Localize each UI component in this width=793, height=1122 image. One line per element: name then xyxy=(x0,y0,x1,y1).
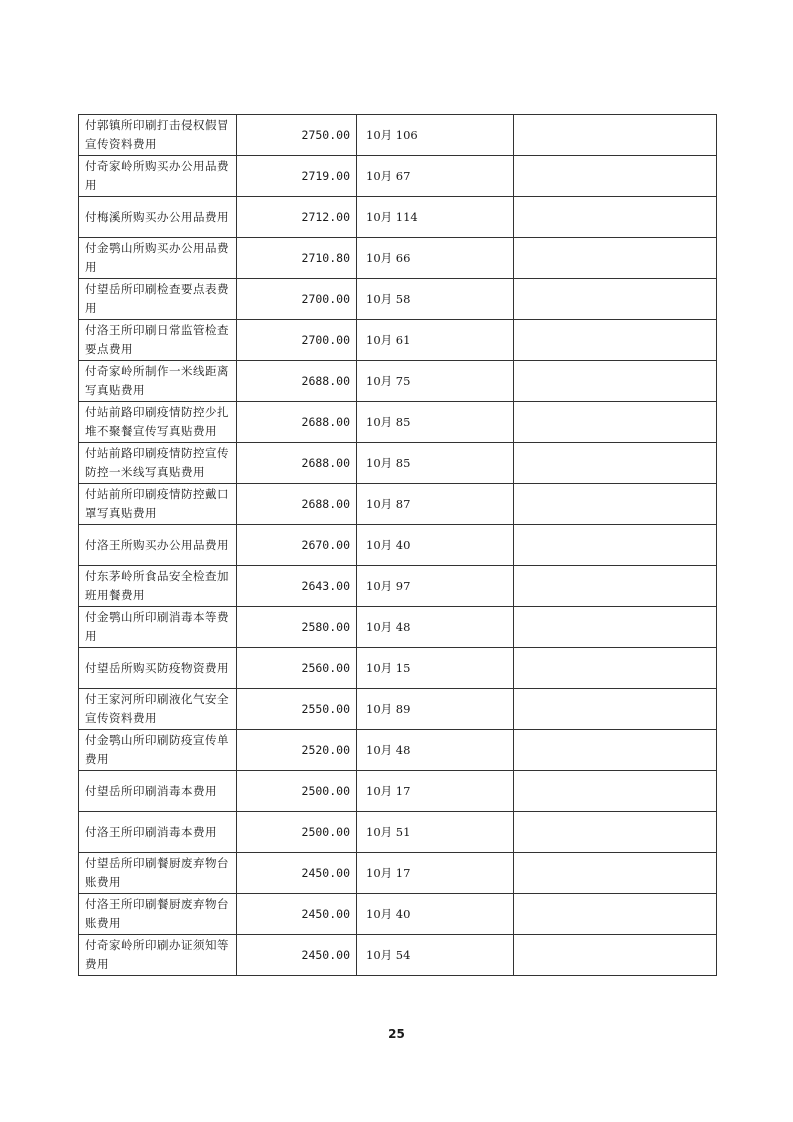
expense-table-body xyxy=(79,115,717,976)
remarks-cell xyxy=(514,484,717,525)
expense-description-cell: 付金鹗山所购买办公用品费用 xyxy=(79,238,237,279)
table-row xyxy=(79,238,717,279)
expense-amount-cell: 2688.00 xyxy=(237,484,357,525)
expense-description-cell: 付站前路印刷疫情防控宣传防控一米线写真贴费用 xyxy=(79,443,237,484)
expense-amount-cell: 2560.00 xyxy=(237,648,357,689)
expense-description-cell: 付望岳所购买防疫物资费用 xyxy=(79,648,237,689)
table-row xyxy=(79,894,717,935)
table-row xyxy=(79,197,717,238)
voucher-reference-cell: 10月 40 xyxy=(357,894,514,935)
page-number: 25 xyxy=(388,1027,405,1041)
expense-description-cell: 付金鹗山所印刷消毒本等费用 xyxy=(79,607,237,648)
remarks-cell xyxy=(514,853,717,894)
expense-description-cell: 付望岳所印刷餐厨废弃物台账费用 xyxy=(79,853,237,894)
table-row xyxy=(79,361,717,402)
expense-amount-cell: 2688.00 xyxy=(237,402,357,443)
voucher-reference-cell: 10月 66 xyxy=(357,238,514,279)
remarks-cell xyxy=(514,238,717,279)
remarks-cell xyxy=(514,156,717,197)
expense-amount-cell: 2688.00 xyxy=(237,443,357,484)
voucher-reference-cell: 10月 97 xyxy=(357,566,514,607)
expense-description-cell: 付奇家岭所购买办公用品费用 xyxy=(79,156,237,197)
remarks-cell xyxy=(514,361,717,402)
table-row xyxy=(79,320,717,361)
voucher-reference-cell: 10月 15 xyxy=(357,648,514,689)
voucher-reference-cell: 10月 58 xyxy=(357,279,514,320)
voucher-reference-cell: 10月 75 xyxy=(357,361,514,402)
remarks-cell xyxy=(514,443,717,484)
voucher-reference-cell: 10月 87 xyxy=(357,484,514,525)
expense-amount-cell: 2750.00 xyxy=(237,115,357,156)
voucher-reference-cell: 10月 51 xyxy=(357,812,514,853)
expense-description-cell: 付望岳所印刷检查要点表费用 xyxy=(79,279,237,320)
expense-amount-cell: 2580.00 xyxy=(237,607,357,648)
expense-amount-cell: 2450.00 xyxy=(237,853,357,894)
expense-description-cell: 付洛王所购买办公用品费用 xyxy=(79,525,237,566)
remarks-cell xyxy=(514,730,717,771)
voucher-reference-cell: 10月 67 xyxy=(357,156,514,197)
voucher-reference-cell: 10月 89 xyxy=(357,689,514,730)
expense-amount-cell: 2700.00 xyxy=(237,279,357,320)
remarks-cell xyxy=(514,279,717,320)
table-row xyxy=(79,156,717,197)
expense-amount-cell: 2712.00 xyxy=(237,197,357,238)
remarks-cell xyxy=(514,812,717,853)
expense-amount-cell: 2719.00 xyxy=(237,156,357,197)
voucher-reference-cell: 10月 17 xyxy=(357,853,514,894)
expense-description-cell: 付金鹗山所印刷防疫宣传单费用 xyxy=(79,730,237,771)
expense-amount-cell: 2500.00 xyxy=(237,812,357,853)
voucher-reference-cell: 10月 85 xyxy=(357,443,514,484)
remarks-cell xyxy=(514,566,717,607)
table-row xyxy=(79,525,717,566)
voucher-reference-cell: 10月 61 xyxy=(357,320,514,361)
expense-description-cell: 付东茅岭所食品安全检查加班用餐费用 xyxy=(79,566,237,607)
remarks-cell xyxy=(514,525,717,566)
table-row xyxy=(79,771,717,812)
table-row xyxy=(79,812,717,853)
table-row xyxy=(79,566,717,607)
voucher-reference-cell: 10月 48 xyxy=(357,607,514,648)
remarks-cell xyxy=(514,648,717,689)
remarks-cell xyxy=(514,115,717,156)
remarks-cell xyxy=(514,402,717,443)
voucher-reference-cell: 10月 40 xyxy=(357,525,514,566)
expense-description-cell: 付洛王所印刷日常监管检查要点费用 xyxy=(79,320,237,361)
expense-amount-cell: 2450.00 xyxy=(237,935,357,976)
expense-amount-cell: 2550.00 xyxy=(237,689,357,730)
table-row xyxy=(79,730,717,771)
table-row xyxy=(79,402,717,443)
table-row xyxy=(79,607,717,648)
voucher-reference-cell: 10月 54 xyxy=(357,935,514,976)
expense-description-cell: 付洛王所印刷餐厨废弃物台账费用 xyxy=(79,894,237,935)
expense-amount-cell: 2643.00 xyxy=(237,566,357,607)
expense-description-cell: 付郭镇所印刷打击侵权假冒宣传资料费用 xyxy=(79,115,237,156)
expense-amount-cell: 2700.00 xyxy=(237,320,357,361)
remarks-cell xyxy=(514,771,717,812)
table-row xyxy=(79,853,717,894)
table-row xyxy=(79,484,717,525)
remarks-cell xyxy=(514,607,717,648)
expense-amount-cell: 2520.00 xyxy=(237,730,357,771)
expense-table xyxy=(78,114,717,976)
table-row xyxy=(79,443,717,484)
table-row xyxy=(79,648,717,689)
voucher-reference-cell: 10月 114 xyxy=(357,197,514,238)
voucher-reference-cell: 10月 106 xyxy=(357,115,514,156)
expense-description-cell: 付站前所印刷疫情防控戴口罩写真贴费用 xyxy=(79,484,237,525)
expense-description-cell: 付梅溪所购买办公用品费用 xyxy=(79,197,237,238)
expense-amount-cell: 2688.00 xyxy=(237,361,357,402)
remarks-cell xyxy=(514,935,717,976)
table-row xyxy=(79,279,717,320)
expense-amount-cell: 2670.00 xyxy=(237,525,357,566)
table-row xyxy=(79,689,717,730)
expense-amount-cell: 2500.00 xyxy=(237,771,357,812)
voucher-reference-cell: 10月 17 xyxy=(357,771,514,812)
voucher-reference-cell: 10月 48 xyxy=(357,730,514,771)
remarks-cell xyxy=(514,320,717,361)
expense-amount-cell: 2710.80 xyxy=(237,238,357,279)
remarks-cell xyxy=(514,197,717,238)
expense-description-cell: 付王家河所印刷液化气安全宣传资料费用 xyxy=(79,689,237,730)
expense-description-cell: 付奇家岭所制作一米线距离写真贴费用 xyxy=(79,361,237,402)
expense-amount-cell: 2450.00 xyxy=(237,894,357,935)
expense-description-cell: 付奇家岭所印刷办证须知等费用 xyxy=(79,935,237,976)
remarks-cell xyxy=(514,894,717,935)
table-row xyxy=(79,115,717,156)
voucher-reference-cell: 10月 85 xyxy=(357,402,514,443)
remarks-cell xyxy=(514,689,717,730)
table-row xyxy=(79,935,717,976)
expense-description-cell: 付望岳所印刷消毒本费用 xyxy=(79,771,237,812)
expense-description-cell: 付洛王所印刷消毒本费用 xyxy=(79,812,237,853)
expense-description-cell: 付站前路印刷疫情防控少扎堆不聚餐宣传写真贴费用 xyxy=(79,402,237,443)
